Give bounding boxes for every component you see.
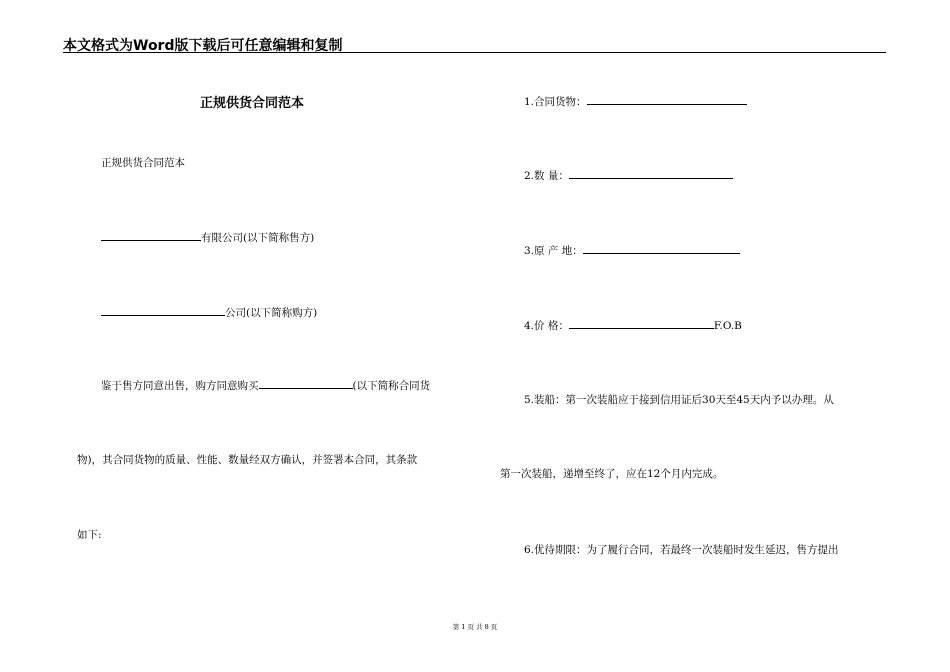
item-6-line: 6.优待期限：为了履行合同，若最终一次装船时发生延迟，售方提出 (524, 544, 839, 556)
item-1-label: 1.合同货物： (524, 96, 587, 108)
recital-suffix: (以下简称合同货 (352, 380, 431, 392)
goods-blank (259, 378, 353, 389)
item-4-suffix: F.O.B (713, 320, 742, 332)
seller-line (101, 230, 314, 245)
item-4-blank (569, 318, 714, 329)
item-2-label: 2.数 量： (524, 170, 569, 182)
recital-continuation: 物)，其合同货物的质量、性能、数量经双方确认，并签署本合同，其条款 (77, 454, 418, 466)
page-footer: 第 1 页 共 8 页 (452, 623, 498, 631)
item-5-continuation: 第一次装船，递增至终了，应在12个月内完成。 (500, 468, 724, 480)
buyer-suffix: 公司(以下简称购方) (225, 307, 318, 319)
page-header: 本文格式为Word版下载后可任意编辑和复制 (63, 38, 343, 54)
item-2-blank (569, 168, 733, 179)
item-3-blank (583, 243, 740, 254)
document-title: 正规供货合同范本 (200, 96, 305, 111)
recital-end: 如下: (77, 529, 102, 541)
header-divider (63, 52, 886, 53)
item-3-line (524, 243, 740, 258)
item-1-line (524, 94, 747, 109)
seller-name-blank (101, 230, 201, 241)
seller-suffix: 有限公司(以下简称售方) (201, 232, 315, 244)
item-5-line: 5.装船：第一次装船应于接到信用证后30天至45天内予以办理。从 (524, 394, 834, 406)
buyer-line (101, 305, 317, 320)
item-4-label: 4.价 格： (524, 320, 569, 332)
recital-line (101, 378, 430, 393)
item-4-line (524, 318, 742, 333)
item-2-line (524, 168, 733, 183)
intro-line: 正规供货合同范本 (101, 157, 185, 169)
item-1-blank (587, 94, 747, 105)
recital-prefix: 鉴于售方同意出售，购方同意购买 (101, 380, 259, 392)
buyer-name-blank (101, 305, 225, 316)
item-3-label: 3.原 产 地： (524, 245, 583, 257)
